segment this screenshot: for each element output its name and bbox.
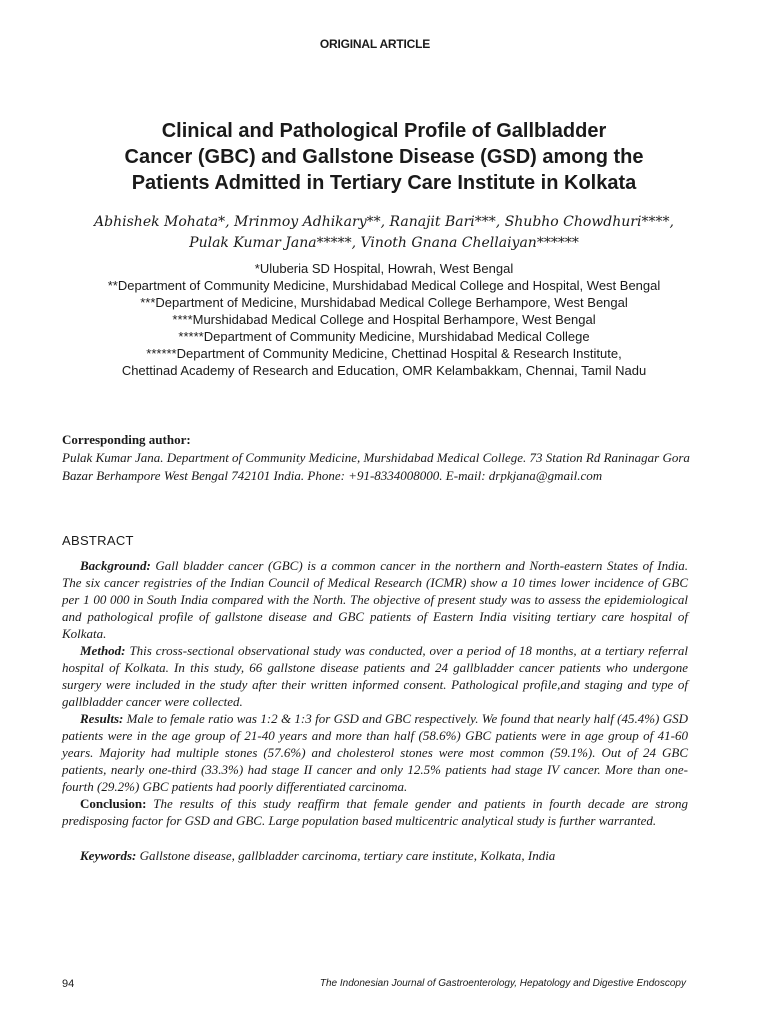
article-title	[60, 118, 708, 196]
affiliation-list	[40, 260, 728, 379]
corresponding-author-block	[62, 431, 712, 485]
method-label: Method:	[80, 643, 126, 658]
authors-line: Pulak Kumar Jana*****, Vinoth Gnana Chellaiyan******	[189, 235, 579, 251]
corresponding-author-details: Pulak Kumar Jana. Department of Community Medicine, Murshidabad Medical College. 73 Station Rd Raninagar Gora Bazar Berhampore West Bengal 742101 India. Phone: +91-8334008000. E-mail: drpkjana@gmail.com	[62, 450, 690, 483]
journal-name: The Indonesian Journal of Gastroenterology, Hepatology and Digestive Endoscopy	[319, 978, 686, 989]
article-type-label: ORIGINAL ARTICLE	[319, 37, 431, 51]
background-label: Background:	[80, 558, 151, 573]
author-list	[40, 212, 728, 254]
affiliation: ***Department of Medicine, Murshidabad Medical College Berhampore, West Bengal	[140, 295, 628, 310]
keywords-label: Keywords:	[80, 848, 137, 863]
title-line: Clinical and Pathological Profile of Gallbladder	[161, 120, 607, 142]
abstract-conclusion	[62, 795, 688, 829]
affiliation: *****Department of Community Medicine, Murshidabad Medical College	[178, 329, 590, 344]
affiliation: Chettinad Academy of Research and Education, OMR Kelambakkam, Chennai, Tamil Nadu	[121, 363, 647, 378]
results-text: Male to female ratio was 1:2 & 1:3 for GSD and GBC respectively. We found that nearly half (45.4%) GSD patients were in the age group of 21-40 years and more than half (58.6%) GBC patients were in age group of 41-60 years. Majority had multiple stones (57.6%) and cholesterol stones were most common (59.1%). Out of 24 GBC patients, nearly one-third (33.3%) had stage II cancer and only 12.5% patients had stage IV cancer. More than one-fourth (29.2%) GBC patients had poorly differentiated carcinoma.	[62, 711, 688, 794]
keywords-text: Gallstone disease, gallbladder carcinoma, tertiary care institute, Kolkata, India	[136, 848, 556, 863]
abstract-method	[62, 642, 688, 710]
affiliation: ****Murshidabad Medical College and Hospital Berhampore, West Bengal	[172, 312, 596, 327]
conclusion-text: The results of this study reaffirm that female gender and patients in fourth decade are strong predisposing factor for GSD and GBC. Large population based multicentric analytical study is further warranted.	[62, 796, 688, 828]
title-line: Patients Admitted in Tertiary Care Institute in Kolkata	[131, 172, 637, 194]
abstract-body	[62, 557, 688, 829]
abstract-heading: ABSTRACT	[62, 533, 134, 548]
keywords-block	[80, 847, 690, 864]
conclusion-label: Conclusion:	[80, 796, 147, 811]
authors-line: Abhishek Mohata*, Mrinmoy Adhikary**, Ranajit Bari***, Shubho Chowdhuri****,	[94, 214, 674, 230]
results-label: Results:	[80, 711, 124, 726]
affiliation: *Uluberia SD Hospital, Howrah, West Bengal	[254, 261, 514, 276]
background-text: Gall bladder cancer (GBC) is a common cancer in the northern and North-eastern States of India. The six cancer registries of the Indian Council of Medical Research (ICMR) show a 10 times lower incidence of GBC per 1 00 000 in South India compared with the North. The objective of present study was to assess the epidemiological and pathological profile of gallstone disease and GBC patients of Eastern India visiting tertiary care hospital of Kolkata.	[62, 558, 688, 641]
abstract-results	[62, 710, 688, 795]
title-line: Cancer (GBC) and Gallstone Disease (GSD) among the	[124, 146, 644, 168]
abstract-background	[62, 557, 688, 642]
page-number: 94	[62, 978, 75, 990]
affiliation: ******Department of Community Medicine, Chettinad Hospital & Research Institute,	[146, 346, 622, 361]
corresponding-author-label: Corresponding author:	[62, 432, 191, 447]
method-text: This cross-sectional observational study was conducted, over a period of 18 months, at a tertiary referral hospital of Kolkata. In this study, 66 gallstone disease patients and 24 gallbladder cancer patients who undergone surgery were included in the study after their written informed consent. Pathological profile,and staging and type of gallbladder cancer were collected.	[62, 643, 688, 709]
affiliation: **Department of Community Medicine, Murshidabad Medical College and Hospital, West Bengal	[107, 278, 661, 293]
